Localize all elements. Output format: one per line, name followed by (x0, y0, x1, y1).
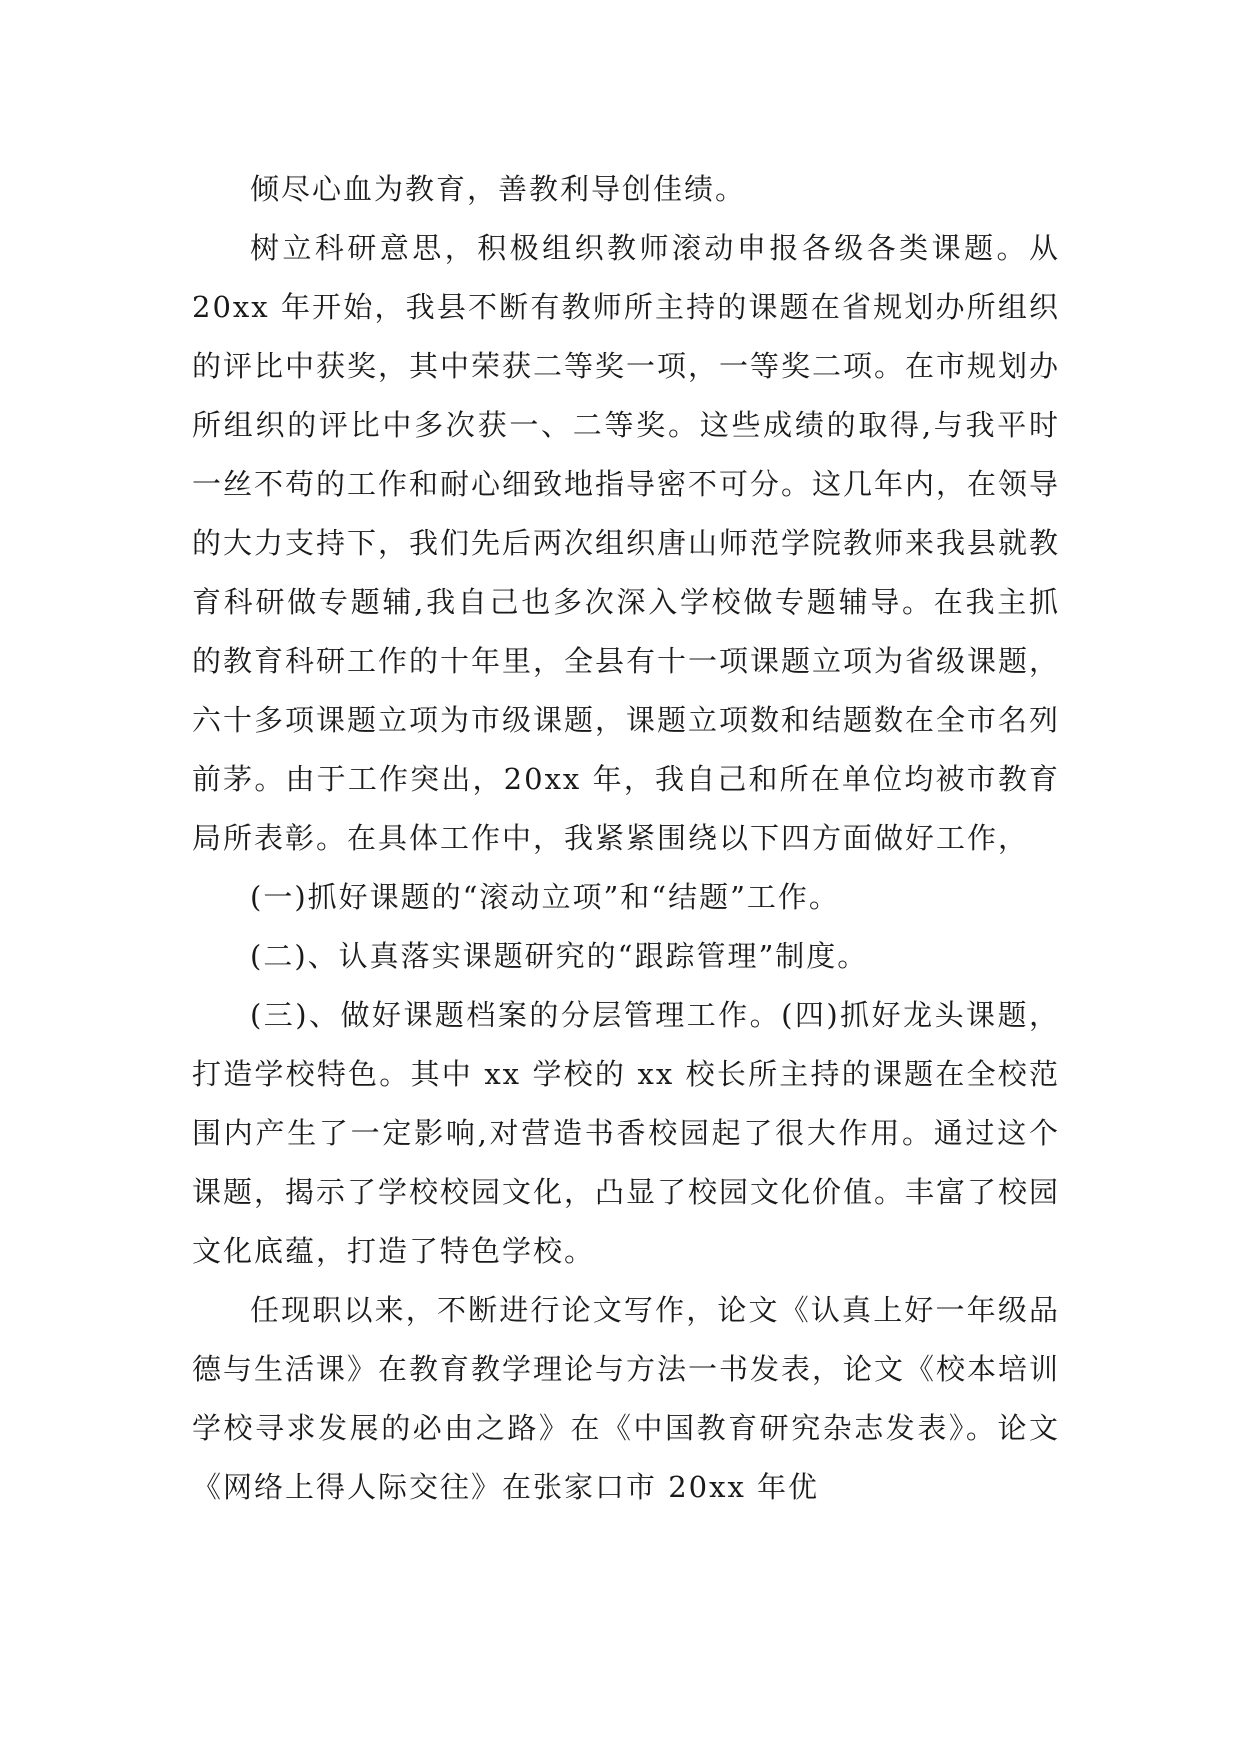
paragraph-item-3-4: (三)、做好课题档案的分层管理工作。(四)抓好龙头课题，打造学校特色。其中 xx 学校的 xx 校长所主持的课题在全校范围内产生了一定影响,对营造书香校园起了很大作用。通过这个课题，揭示了学校校园文化，凸显了校园文化价值。丰富了校园文化底蕴，打造了特色学校。 (192, 998, 1061, 1268)
paragraph-item-1: (一)抓好课题的“滚动立项”和“结题”工作。 (250, 880, 840, 914)
paragraph-papers: 任现职以来，不断进行论文写作，论文《认真上好一年级品德与生活课》在教育教学理论与方法一书发表，论文《校本培训学校寻求发展的必由之路》在《中国教育研究杂志发表》。论文《网络上得人际交往》在张家口市 20xx 年优 (192, 1293, 1061, 1504)
body-text (192, 160, 1060, 1517)
paragraph-heading: 倾尽心血为教育，善教利导创佳绩。 (250, 172, 747, 206)
paragraph-research: 树立科研意思，积极组织教师滚动申报各级各类课题。从 20xx 年开始，我县不断有教师所主持的课题在省规划办所组织的评比中获奖，其中荣获二等奖一项，一等奖二项。在市规划办所组织的评比中多次获一、二等奖。这些成绩的取得,与我平时一丝不苟的工作和耐心细致地指导密不可分。这几年内，在领导的大力支持下，我们先后两次组织唐山师范学院教师来我县就教育科研做专题辅,我自己也多次深入学校做专题辅导。在我主抓的教育科研工作的十年里，全县有十一项课题立项为省级课题，六十多项课题立项为市级课题，课题立项数和结题数在全市名列前茅。由于工作突出，20xx 年，我自己和所在单位均被市教育局所表彰。在具体工作中，我紧紧围绕以下四方面做好工作， (192, 231, 1061, 855)
paragraph-item-2: (二)、认真落实课题研究的“跟踪管理”制度。 (250, 939, 869, 973)
